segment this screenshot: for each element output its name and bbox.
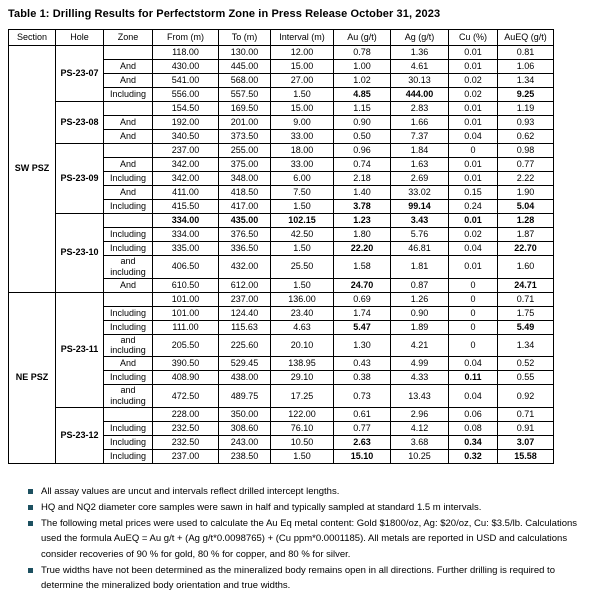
- cell-aueq: 9.25: [498, 88, 554, 102]
- cell-au: 0.90: [334, 116, 391, 130]
- column-header: Cu (%): [449, 30, 498, 46]
- cell-cu: 0.01: [449, 214, 498, 228]
- hole-cell: PS-23-12: [56, 407, 104, 463]
- section-cell: NE PSZ: [9, 292, 56, 463]
- cell-from: 406.50: [153, 256, 219, 279]
- cell-interval: 1.50: [271, 88, 334, 102]
- cell-interval: 6.00: [271, 172, 334, 186]
- cell-aueq: 0.62: [498, 130, 554, 144]
- cell-from: 111.00: [153, 320, 219, 334]
- cell-aueq: 1.90: [498, 186, 554, 200]
- cell-au: 0.73: [334, 385, 391, 408]
- cell-ag: 33.02: [391, 186, 449, 200]
- zone-cell: [104, 46, 153, 60]
- cell-interval: 4.63: [271, 320, 334, 334]
- cell-au: 15.10: [334, 449, 391, 463]
- cell-to: 169.50: [219, 102, 271, 116]
- zone-cell: Including: [104, 421, 153, 435]
- cell-from: 101.00: [153, 306, 219, 320]
- cell-ag: 2.83: [391, 102, 449, 116]
- cell-aueq: 0.71: [498, 292, 554, 306]
- cell-aueq: 1.75: [498, 306, 554, 320]
- cell-from: 118.00: [153, 46, 219, 60]
- cell-to: 255.00: [219, 144, 271, 158]
- cell-cu: 0.24: [449, 200, 498, 214]
- zone-cell: And: [104, 130, 153, 144]
- zone-cell: And: [104, 357, 153, 371]
- hole-cell: PS-23-07: [56, 46, 104, 102]
- cell-aueq: 1.60: [498, 256, 554, 279]
- cell-cu: 0.01: [449, 46, 498, 60]
- cell-ag: 4.12: [391, 421, 449, 435]
- bullet-square-icon: [28, 568, 33, 573]
- cell-ag: 0.90: [391, 306, 449, 320]
- cell-interval: 12.00: [271, 46, 334, 60]
- cell-ag: 1.26: [391, 292, 449, 306]
- cell-cu: 0.01: [449, 116, 498, 130]
- table-row: [9, 407, 554, 421]
- cell-aueq: 1.06: [498, 60, 554, 74]
- cell-cu: 0.02: [449, 228, 498, 242]
- cell-from: 154.50: [153, 102, 219, 116]
- cell-cu: 0: [449, 306, 498, 320]
- cell-ag: 1.81: [391, 256, 449, 279]
- cell-au: 1.15: [334, 102, 391, 116]
- cell-aueq: 0.71: [498, 407, 554, 421]
- cell-ag: 30.13: [391, 74, 449, 88]
- zone-cell: Including: [104, 449, 153, 463]
- cell-cu: 0.11: [449, 371, 498, 385]
- cell-ag: 10.25: [391, 449, 449, 463]
- cell-au: 1.02: [334, 74, 391, 88]
- cell-aueq: 0.98: [498, 144, 554, 158]
- cell-from: 610.50: [153, 278, 219, 292]
- cell-cu: 0: [449, 320, 498, 334]
- cell-cu: 0.34: [449, 435, 498, 449]
- cell-to: 489.75: [219, 385, 271, 408]
- cell-ag: 4.99: [391, 357, 449, 371]
- cell-interval: 138.95: [271, 357, 334, 371]
- zone-cell: And: [104, 158, 153, 172]
- cell-cu: 0: [449, 334, 498, 357]
- cell-from: 556.00: [153, 88, 219, 102]
- cell-to: 373.50: [219, 130, 271, 144]
- zone-cell: [104, 102, 153, 116]
- hole-cell: PS-23-11: [56, 292, 104, 407]
- cell-to: 308.60: [219, 421, 271, 435]
- cell-interval: 9.00: [271, 116, 334, 130]
- cell-to: 115.63: [219, 320, 271, 334]
- cell-aueq: 5.04: [498, 200, 554, 214]
- cell-ag: 0.87: [391, 278, 449, 292]
- footnote-item: [28, 516, 583, 562]
- cell-from: 237.00: [153, 449, 219, 463]
- cell-interval: 33.00: [271, 158, 334, 172]
- cell-from: 237.00: [153, 144, 219, 158]
- cell-au: 0.43: [334, 357, 391, 371]
- cell-interval: 20.10: [271, 334, 334, 357]
- cell-interval: 33.00: [271, 130, 334, 144]
- zone-cell: And: [104, 186, 153, 200]
- cell-au: 1.80: [334, 228, 391, 242]
- cell-to: 529.45: [219, 357, 271, 371]
- cell-au: 1.74: [334, 306, 391, 320]
- cell-ag: 5.76: [391, 228, 449, 242]
- bullet-square-icon: [28, 521, 33, 526]
- cell-aueq: 0.91: [498, 421, 554, 435]
- cell-au: 4.85: [334, 88, 391, 102]
- cell-ag: 1.89: [391, 320, 449, 334]
- cell-au: 0.74: [334, 158, 391, 172]
- table-header: [9, 30, 554, 46]
- cell-aueq: 0.55: [498, 371, 554, 385]
- cell-aueq: 22.70: [498, 242, 554, 256]
- zone-cell: Including: [104, 371, 153, 385]
- cell-from: 340.50: [153, 130, 219, 144]
- cell-cu: 0: [449, 292, 498, 306]
- zone-cell: [104, 407, 153, 421]
- cell-from: 205.50: [153, 334, 219, 357]
- cell-ag: 1.36: [391, 46, 449, 60]
- cell-to: 432.00: [219, 256, 271, 279]
- cell-interval: 42.50: [271, 228, 334, 242]
- cell-cu: 0.02: [449, 74, 498, 88]
- cell-from: 101.00: [153, 292, 219, 306]
- zone-cell: and including: [104, 256, 153, 279]
- cell-interval: 7.50: [271, 186, 334, 200]
- cell-from: 334.00: [153, 214, 219, 228]
- cell-cu: 0.01: [449, 60, 498, 74]
- cell-from: 232.50: [153, 435, 219, 449]
- zone-cell: [104, 292, 153, 306]
- cell-to: 225.60: [219, 334, 271, 357]
- table-row: [9, 292, 554, 306]
- cell-to: 375.00: [219, 158, 271, 172]
- cell-cu: 0.04: [449, 357, 498, 371]
- cell-interval: 15.00: [271, 60, 334, 74]
- cell-interval: 1.50: [271, 242, 334, 256]
- cell-interval: 1.50: [271, 200, 334, 214]
- footnote-text: True widths have not been determined as the mineralized body remains open in all directions. Further drilling is required to determine the mineralized body orientation and true widths.: [41, 564, 555, 591]
- cell-cu: 0.04: [449, 130, 498, 144]
- cell-aueq: 1.34: [498, 74, 554, 88]
- cell-au: 2.18: [334, 172, 391, 186]
- cell-from: 472.50: [153, 385, 219, 408]
- cell-from: 334.00: [153, 228, 219, 242]
- zone-cell: And: [104, 278, 153, 292]
- cell-interval: 18.00: [271, 144, 334, 158]
- cell-au: 5.47: [334, 320, 391, 334]
- zone-cell: [104, 144, 153, 158]
- cell-ag: 13.43: [391, 385, 449, 408]
- footnote-text: All assay values are uncut and intervals reflect drilled intercept lengths.: [41, 485, 340, 497]
- cell-interval: 1.50: [271, 449, 334, 463]
- footnote-item: [28, 500, 583, 515]
- cell-to: 435.00: [219, 214, 271, 228]
- cell-to: 350.00: [219, 407, 271, 421]
- cell-cu: 0.01: [449, 172, 498, 186]
- table-row: [9, 214, 554, 228]
- table-body: [9, 46, 554, 464]
- cell-au: 2.63: [334, 435, 391, 449]
- zone-cell: Including: [104, 435, 153, 449]
- column-header: To (m): [219, 30, 271, 46]
- cell-interval: 122.00: [271, 407, 334, 421]
- cell-cu: 0.01: [449, 158, 498, 172]
- footnote-text: HQ and NQ2 diameter core samples were sawn in half and typically sampled at standard 1.5 m intervals.: [41, 501, 482, 513]
- cell-cu: 0.06: [449, 407, 498, 421]
- bullet-square-icon: [28, 489, 33, 494]
- cell-au: 1.00: [334, 60, 391, 74]
- cell-interval: 15.00: [271, 102, 334, 116]
- hole-cell: PS-23-10: [56, 214, 104, 293]
- cell-au: 0.77: [334, 421, 391, 435]
- hole-cell: PS-23-09: [56, 144, 104, 214]
- cell-ag: 444.00: [391, 88, 449, 102]
- cell-ag: 4.21: [391, 334, 449, 357]
- cell-cu: 0.04: [449, 385, 498, 408]
- cell-cu: 0: [449, 278, 498, 292]
- cell-au: 0.50: [334, 130, 391, 144]
- cell-interval: 1.50: [271, 278, 334, 292]
- column-header: Ag (g/t): [391, 30, 449, 46]
- zone-cell: Including: [104, 242, 153, 256]
- footnote-item: [28, 484, 583, 499]
- zone-cell: And: [104, 60, 153, 74]
- column-header: Zone: [104, 30, 153, 46]
- cell-cu: 0.04: [449, 242, 498, 256]
- cell-ag: 4.61: [391, 60, 449, 74]
- cell-au: 1.30: [334, 334, 391, 357]
- cell-au: 0.38: [334, 371, 391, 385]
- cell-aueq: 0.81: [498, 46, 554, 60]
- cell-from: 541.00: [153, 74, 219, 88]
- cell-au: 24.70: [334, 278, 391, 292]
- cell-ag: 99.14: [391, 200, 449, 214]
- cell-aueq: 0.77: [498, 158, 554, 172]
- table-row: [9, 144, 554, 158]
- cell-ag: 7.37: [391, 130, 449, 144]
- bullet-square-icon: [28, 505, 33, 510]
- cell-interval: 102.15: [271, 214, 334, 228]
- cell-from: 232.50: [153, 421, 219, 435]
- footnote-text: The following metal prices were used to calculate the Au Eq metal content: Gold $1800/oz, Ag: $20/oz, Cu: $3.5/lb. Calculations used the formula AuEQ = Au g/t + (Ag g/t*0.0098765) + (Cu ppm*0.0001185). All metals are reported in USD and calculations consider recoveries of 90 % for gold, 80 % for copper, and 80 % for silver.: [41, 518, 578, 560]
- cell-aueq: 3.07: [498, 435, 554, 449]
- cell-au: 22.20: [334, 242, 391, 256]
- column-header: From (m): [153, 30, 219, 46]
- cell-ag: 2.69: [391, 172, 449, 186]
- cell-to: 130.00: [219, 46, 271, 60]
- cell-interval: 76.10: [271, 421, 334, 435]
- cell-aueq: 1.87: [498, 228, 554, 242]
- cell-aueq: 0.92: [498, 385, 554, 408]
- column-header: Hole: [56, 30, 104, 46]
- cell-interval: 23.40: [271, 306, 334, 320]
- cell-ag: 3.43: [391, 214, 449, 228]
- column-header: Au (g/t): [334, 30, 391, 46]
- cell-aueq: 2.22: [498, 172, 554, 186]
- cell-to: 418.50: [219, 186, 271, 200]
- cell-au: 1.23: [334, 214, 391, 228]
- cell-ag: 4.33: [391, 371, 449, 385]
- cell-aueq: 1.19: [498, 102, 554, 116]
- cell-to: 376.50: [219, 228, 271, 242]
- cell-from: 228.00: [153, 407, 219, 421]
- cell-au: 1.40: [334, 186, 391, 200]
- cell-au: 1.58: [334, 256, 391, 279]
- table-row: [9, 102, 554, 116]
- cell-interval: 25.50: [271, 256, 334, 279]
- zone-cell: Including: [104, 200, 153, 214]
- cell-ag: 1.84: [391, 144, 449, 158]
- drilling-results-table: [8, 29, 554, 464]
- column-header: AuEQ (g/t): [498, 30, 554, 46]
- cell-to: 557.50: [219, 88, 271, 102]
- table-title: Table 1: Drilling Results for Perfectstorm Zone in Press Release October 31, 2023: [8, 8, 441, 20]
- column-header: Section: [9, 30, 56, 46]
- zone-cell: [104, 214, 153, 228]
- cell-to: 336.50: [219, 242, 271, 256]
- cell-aueq: 5.49: [498, 320, 554, 334]
- cell-from: 192.00: [153, 116, 219, 130]
- cell-to: 438.00: [219, 371, 271, 385]
- cell-aueq: 1.34: [498, 334, 554, 357]
- zone-cell: Including: [104, 306, 153, 320]
- cell-interval: 27.00: [271, 74, 334, 88]
- cell-interval: 29.10: [271, 371, 334, 385]
- cell-from: 342.00: [153, 172, 219, 186]
- cell-au: 3.78: [334, 200, 391, 214]
- cell-from: 390.50: [153, 357, 219, 371]
- zone-cell: And: [104, 116, 153, 130]
- cell-ag: 3.68: [391, 435, 449, 449]
- cell-to: 124.40: [219, 306, 271, 320]
- cell-cu: 0.08: [449, 421, 498, 435]
- cell-to: 201.00: [219, 116, 271, 130]
- zone-cell: and including: [104, 385, 153, 408]
- cell-cu: 0.02: [449, 88, 498, 102]
- cell-aueq: 1.28: [498, 214, 554, 228]
- cell-interval: 10.50: [271, 435, 334, 449]
- cell-to: 243.00: [219, 435, 271, 449]
- cell-from: 408.90: [153, 371, 219, 385]
- cell-cu: 0.01: [449, 256, 498, 279]
- table-row: [9, 46, 554, 60]
- cell-aueq: 24.71: [498, 278, 554, 292]
- cell-cu: 0.15: [449, 186, 498, 200]
- zone-cell: and including: [104, 334, 153, 357]
- cell-from: 335.00: [153, 242, 219, 256]
- footnotes: [8, 484, 593, 593]
- zone-cell: Including: [104, 228, 153, 242]
- cell-aueq: 0.93: [498, 116, 554, 130]
- section-cell: SW PSZ: [9, 46, 56, 293]
- zone-cell: Including: [104, 172, 153, 186]
- cell-to: 445.00: [219, 60, 271, 74]
- cell-from: 411.00: [153, 186, 219, 200]
- cell-from: 430.00: [153, 60, 219, 74]
- cell-ag: 1.63: [391, 158, 449, 172]
- cell-to: 348.00: [219, 172, 271, 186]
- cell-au: 0.69: [334, 292, 391, 306]
- cell-from: 342.00: [153, 158, 219, 172]
- zone-cell: And: [104, 74, 153, 88]
- zone-cell: Including: [104, 88, 153, 102]
- cell-ag: 1.66: [391, 116, 449, 130]
- cell-ag: 2.96: [391, 407, 449, 421]
- hole-cell: PS-23-08: [56, 102, 104, 144]
- zone-cell: Including: [104, 320, 153, 334]
- cell-to: 237.00: [219, 292, 271, 306]
- footnote-item: [28, 563, 583, 593]
- cell-interval: 17.25: [271, 385, 334, 408]
- cell-to: 568.00: [219, 74, 271, 88]
- cell-aueq: 0.52: [498, 357, 554, 371]
- cell-to: 417.00: [219, 200, 271, 214]
- column-header: Interval (m): [271, 30, 334, 46]
- header-row: [9, 30, 554, 46]
- cell-ag: 46.81: [391, 242, 449, 256]
- cell-from: 415.50: [153, 200, 219, 214]
- cell-aueq: 15.58: [498, 449, 554, 463]
- cell-to: 238.50: [219, 449, 271, 463]
- cell-to: 612.00: [219, 278, 271, 292]
- cell-cu: 0.32: [449, 449, 498, 463]
- cell-au: 0.78: [334, 46, 391, 60]
- cell-cu: 0.01: [449, 102, 498, 116]
- cell-au: 0.61: [334, 407, 391, 421]
- cell-au: 0.96: [334, 144, 391, 158]
- cell-cu: 0: [449, 144, 498, 158]
- cell-interval: 136.00: [271, 292, 334, 306]
